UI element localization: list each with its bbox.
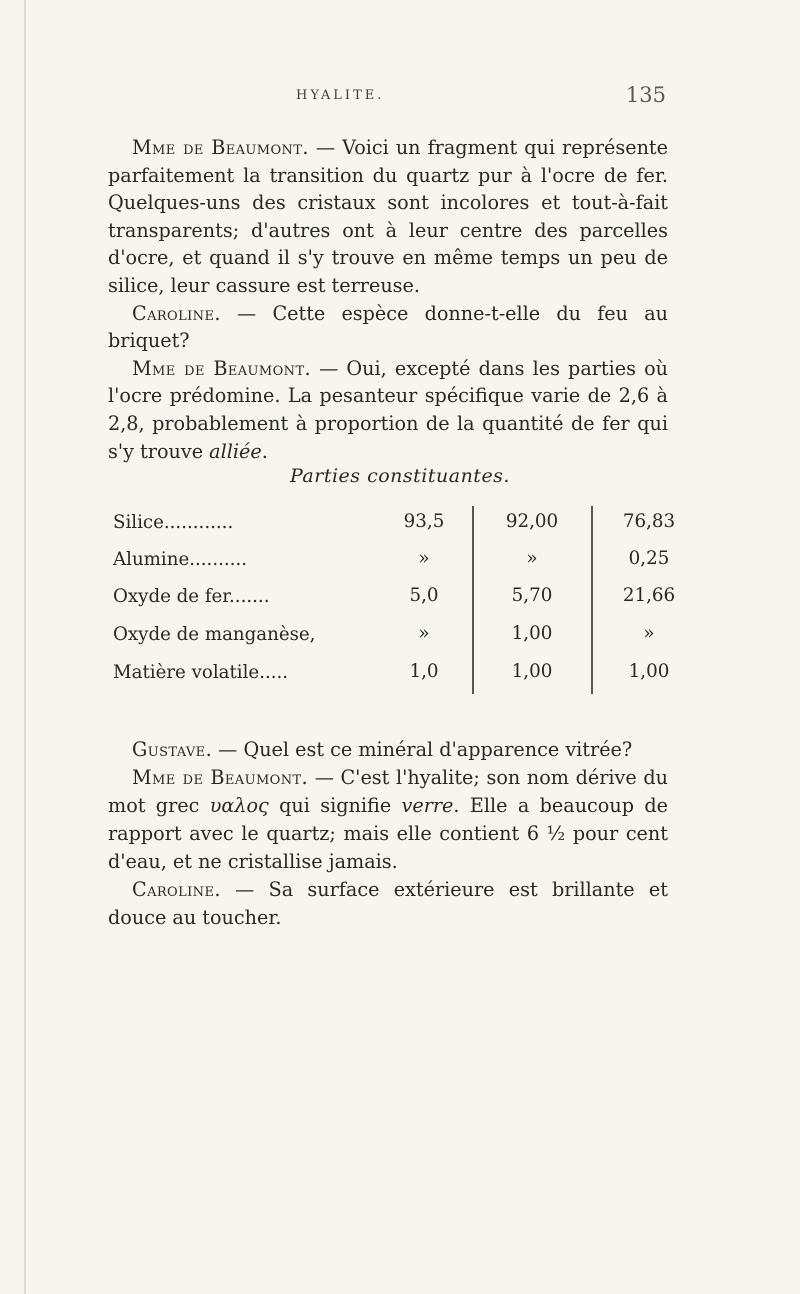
paragraph-middle: qui signifie [268,794,402,817]
speaker-name: Caroline. [132,878,221,901]
row-value: 76,83 [622,511,676,532]
row-value: 1,00 [511,623,553,644]
paragraph-text: — Sa surface extérieure est brillante et douce au toucher. [108,878,668,929]
table-row [113,656,693,690]
row-value: 5,70 [511,585,553,606]
row-value: 5,0 [409,585,439,606]
row-value: 1,00 [628,661,670,682]
page-edge-line [24,0,26,1294]
composition-table [113,506,693,704]
dialogue-question [108,736,668,764]
row-value: 92,00 [505,511,559,532]
row-value: » [418,623,430,644]
speaker-name: Caroline. [132,301,221,325]
emphasis-text: verre [401,794,454,817]
table-row [113,580,693,614]
page-header [108,84,666,116]
row-label: Oxyde de manganèse, [113,624,316,645]
section-title: Parties constituantes. [290,465,510,487]
paragraph-text: — Oui, excepté dans les parties où l'ocre prédomine. La pesanteur spécifique varie de 2,6 à 2,8, probablement à proportion de la quantité de fer qui s'y trouve [108,356,668,463]
greek-word: υαλος [209,794,269,817]
row-value: » [418,548,430,569]
paragraph-answer [108,355,668,465]
page-number: 135 [625,83,666,107]
speaker-name: Mme de Beaumont. [132,136,309,159]
table-row [113,506,693,540]
speaker-name: Gustave. [132,738,213,761]
row-value: 0,25 [628,548,670,569]
row-label: Matière volatile..... [113,662,289,683]
paragraph-tail: . [261,439,268,463]
paragraph-tail: . Elle a beaucoup de rapport avec le quartz; mais elle contient 6 ½ pour cent d'eau, et ne cristallise jamais. [108,794,668,873]
paragraph-text: — Cette espèce donne-t-elle du feu au briquet? [108,301,668,353]
paragraph-text: — Quel est ce minéral d'apparence vitrée? [212,738,633,761]
row-label: Alumine.......... [113,549,248,570]
row-value: 21,66 [622,585,676,606]
paragraph-fragment-description [108,134,668,300]
table-row [113,543,693,577]
paragraph-text: — Voici un fragment qui représente parfaitement la transition du quartz pur à l'ocre de fer. Quelques-uns des cristaux sont incolores et tout-à-fait transparents; d'autres ont à leur centre des parcelles d'ocre, et quand il s'y trouve en même temps un peu de silice, leur cassure est terreuse. [108,136,668,297]
row-value: 93,5 [403,511,445,532]
row-value: » [526,548,538,569]
speaker-name: Mme de Beaumont. [132,356,312,380]
row-label: Silice............ [113,512,234,533]
dialogue-explanation [108,764,668,876]
bottom-text-block [108,736,668,932]
row-value: » [643,623,655,644]
row-label: Oxyde de fer....... [113,586,270,607]
row-value: 1,00 [511,661,553,682]
dialogue-response [108,876,668,932]
running-head: HYALITE. [296,88,385,103]
emphasis-text: alliée [209,439,262,463]
speaker-name: Mme de Beaumont. [132,766,309,789]
paragraph-text: — C'est l'hyalite; son nom dérive du mot grec [108,766,668,817]
top-text-block [108,134,668,465]
table-row [113,618,693,652]
row-value: 1,0 [409,661,439,682]
paragraph-question [108,300,668,355]
